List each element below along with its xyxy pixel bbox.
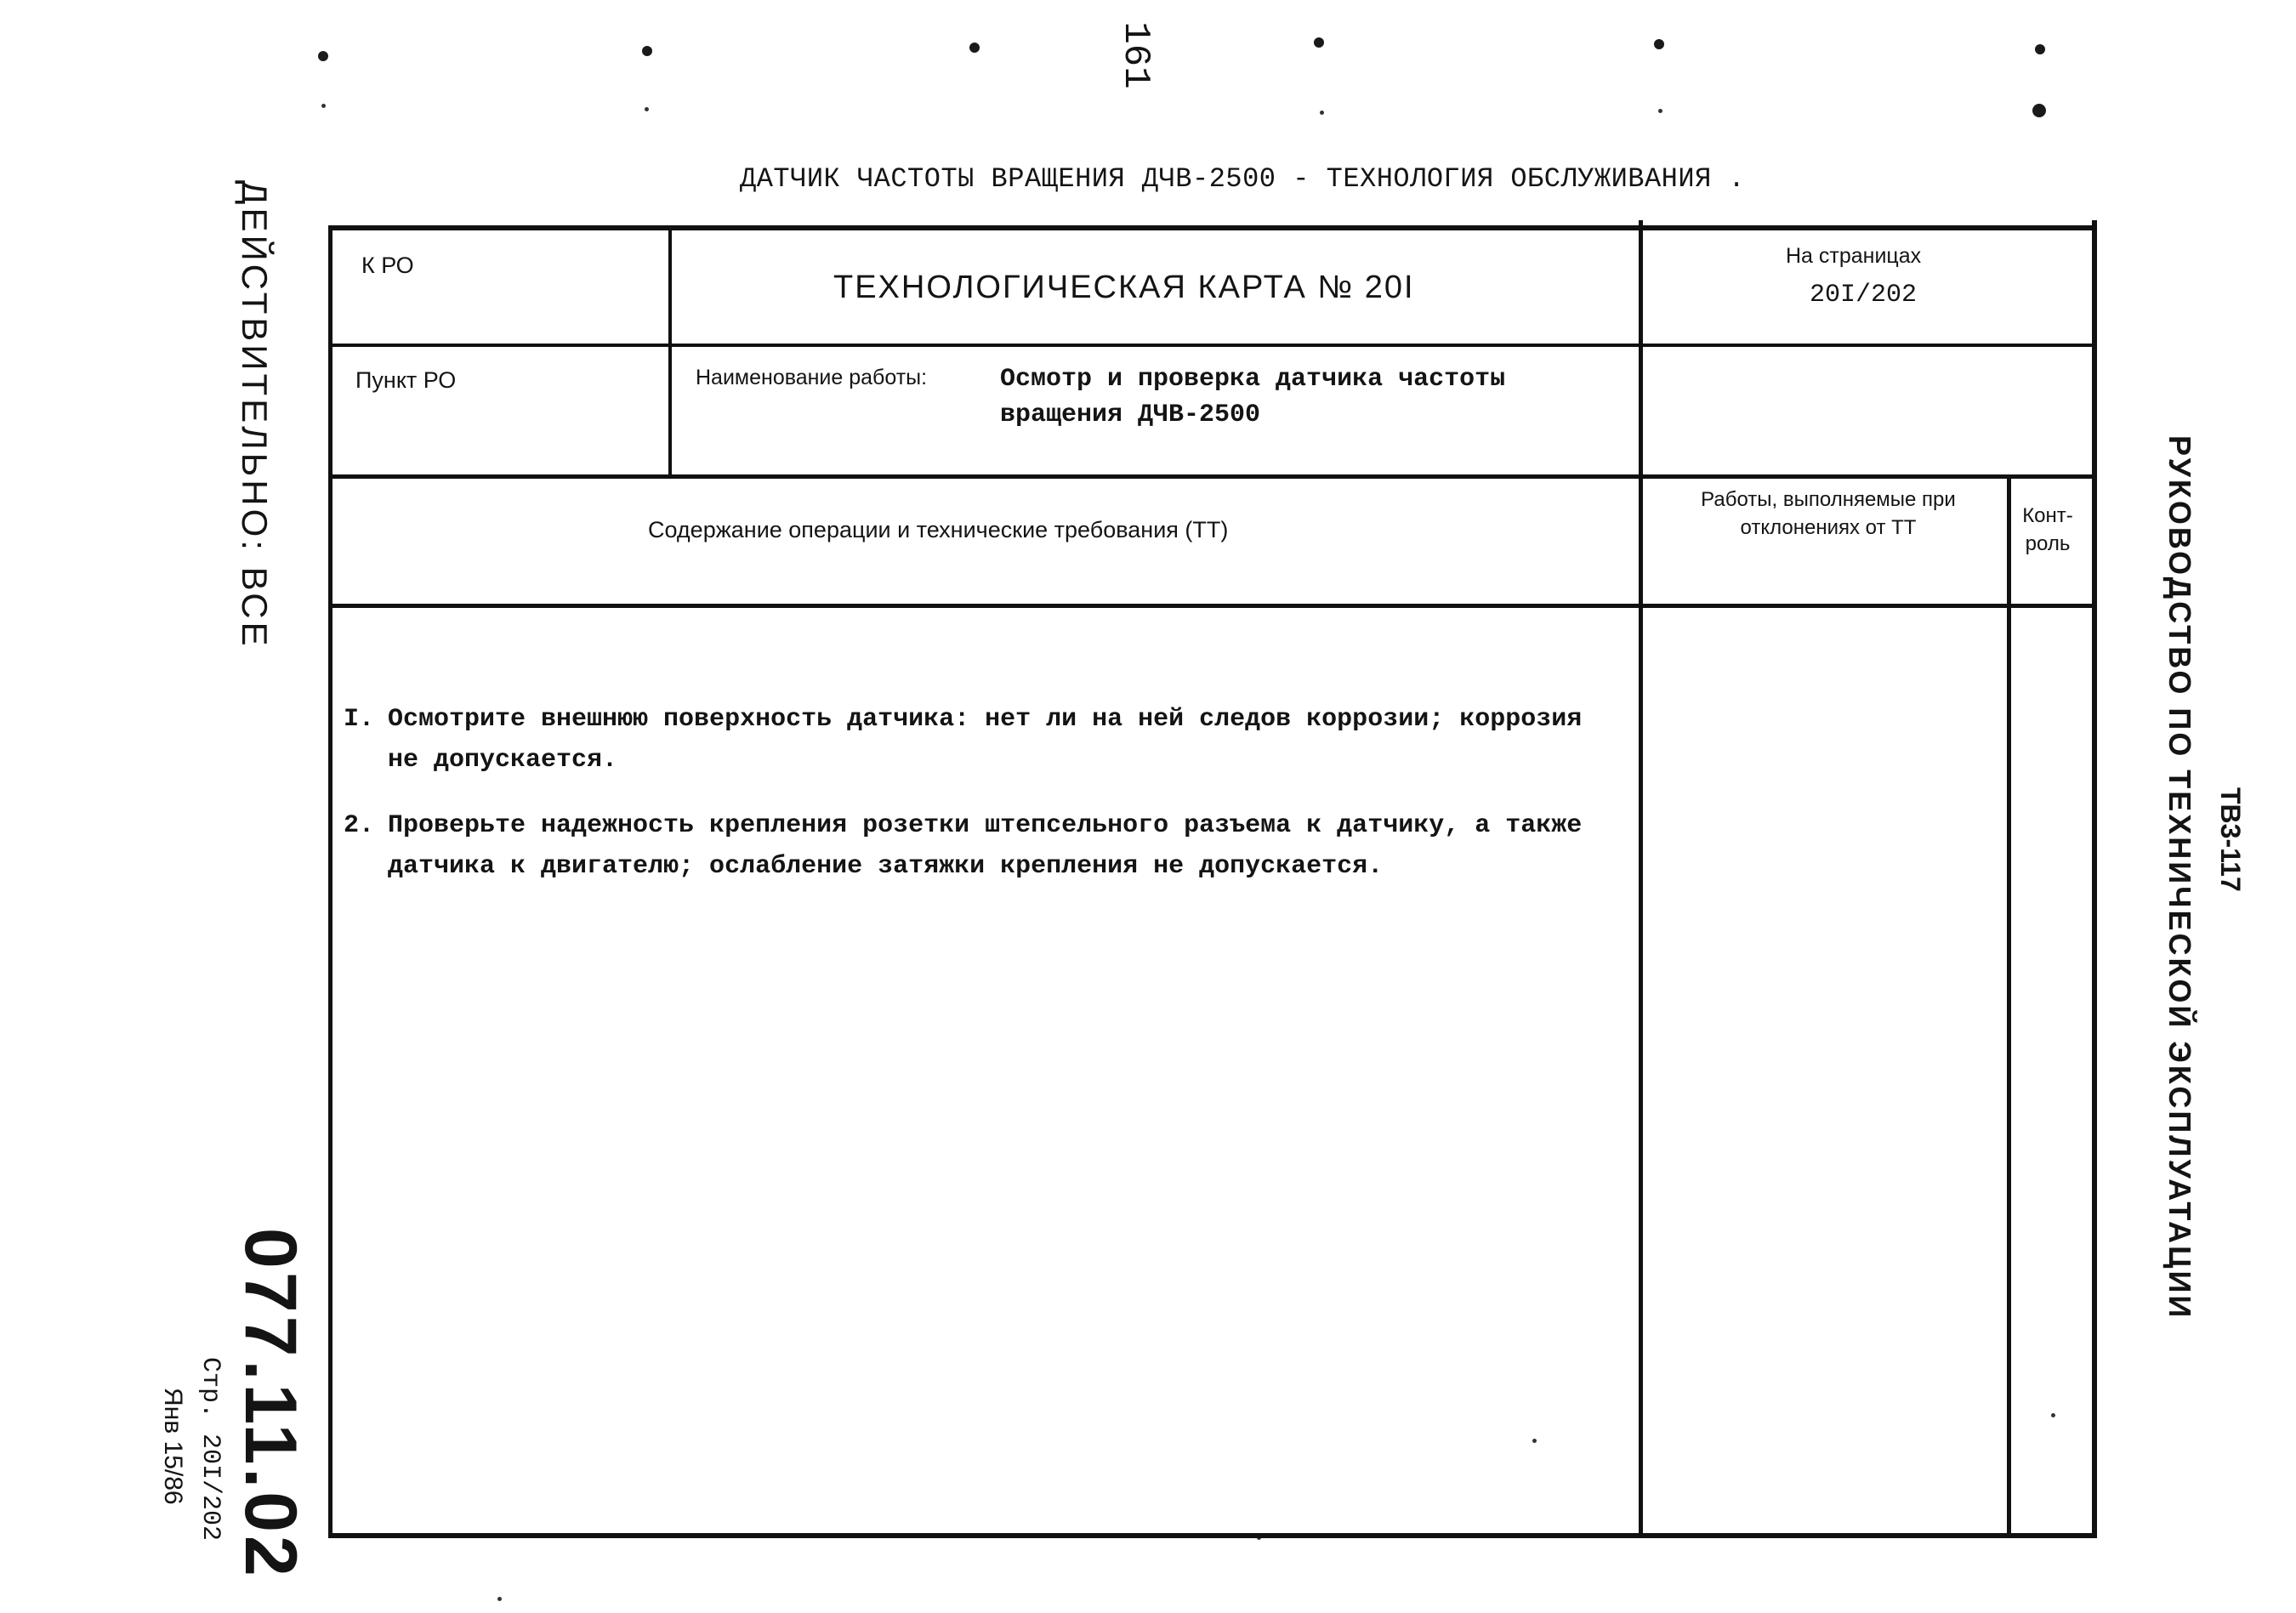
doc-code: 077.11.02 xyxy=(230,1228,311,1580)
table-border-right xyxy=(2092,220,2097,1538)
column-divider xyxy=(2007,474,2011,1538)
table-border-bottom xyxy=(328,1533,2097,1538)
scan-speck xyxy=(1658,109,1662,113)
k-ro-label: К РО xyxy=(361,253,414,278)
column-divider xyxy=(1639,220,1643,1538)
binder-hole xyxy=(1654,39,1664,49)
binder-hole xyxy=(2032,104,2046,117)
table-border-top xyxy=(328,225,2097,230)
column-divider xyxy=(668,225,672,479)
item-text-line: Осмотрите внешнюю поверхность датчика: нет ли на ней следов коррозии; коррозия xyxy=(388,705,1583,734)
binder-hole xyxy=(1314,37,1324,48)
document-title: ДАТЧИК ЧАСТОТЫ ВРАЩЕНИЯ ДЧВ-2500 - ТЕХНОЛОГИЯ ОБСЛУЖИВАНИЯ . xyxy=(740,163,1746,195)
work-name-label: Наименование работы: xyxy=(696,366,928,389)
item-text-line: Проверьте надежность крепления розетки штепсельного разъема к датчику, а также xyxy=(388,811,1583,840)
pages-label: На страницах xyxy=(1786,244,1922,268)
item-number: I. xyxy=(344,705,375,734)
card-title: ТЕХНОЛОГИЧЕСКАЯ КАРТА № 20I xyxy=(833,270,1415,305)
row-divider xyxy=(328,604,2097,608)
binder-hole xyxy=(642,46,652,56)
validity-label: ДЕЙСТВИТЕЛЬНО: ВСЕ xyxy=(235,180,275,650)
punkt-ro-label: Пункт РО xyxy=(355,367,457,393)
pages-value: 20I/202 xyxy=(1810,281,1918,310)
revision-date: Янв 15/86 xyxy=(159,1388,187,1505)
page-number: Стр. 20I/202 xyxy=(196,1357,224,1542)
stamp-number: 161 xyxy=(1114,21,1157,89)
control-column-header: Конт-роль xyxy=(2022,504,2073,555)
scan-speck xyxy=(1532,1439,1537,1443)
item-number: 2. xyxy=(344,811,375,840)
binder-hole xyxy=(2035,44,2045,54)
scan-speck xyxy=(2051,1413,2055,1417)
manual-title: РУКОВОДСТВО ПО ТЕХНИЧЕСКОЙ ЭКСПЛУАТАЦИИ xyxy=(2162,435,2197,1321)
row-divider xyxy=(328,474,2097,479)
binder-hole xyxy=(318,51,328,61)
work-name-value: Осмотр и проверка датчика частоты вращения ДЧВ-2500 xyxy=(1000,365,1506,429)
scan-speck xyxy=(321,104,326,108)
engine-model: ТВ3-117 xyxy=(2215,787,2246,892)
row-divider xyxy=(328,344,2097,347)
item-text-line: датчика к двигателю; ослабление затяжки крепления не допускается. xyxy=(388,852,1384,881)
content-column-header: Содержание операции и технические требования (ТТ) xyxy=(648,517,1229,542)
deviations-column-header: Работы, выполняемые при отклонениях от ТТ xyxy=(1701,488,1956,539)
scan-speck xyxy=(1320,111,1324,115)
scan-speck xyxy=(497,1597,502,1601)
scan-speck xyxy=(645,107,649,111)
binder-hole xyxy=(969,43,980,53)
item-text-line: не допускается. xyxy=(388,746,618,775)
table-border-left xyxy=(328,225,332,1538)
